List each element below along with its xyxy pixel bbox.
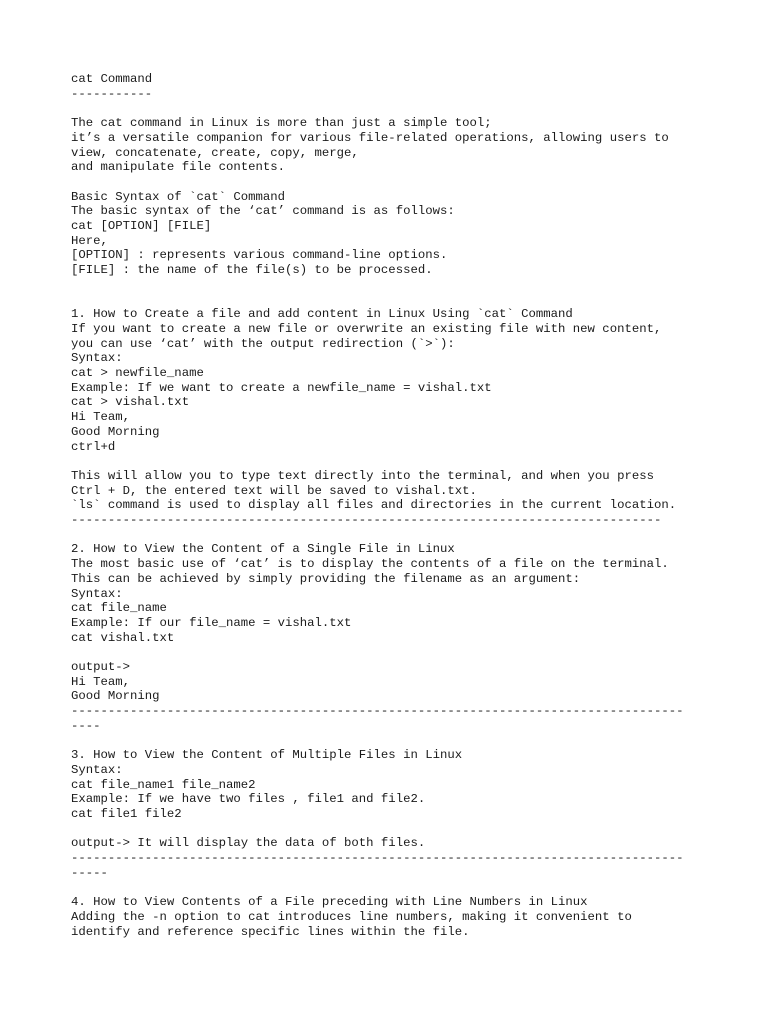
text-line: Ctrl + D, the entered text will be saved to vishal.txt.	[71, 483, 477, 498]
text-line: cat file_name	[71, 601, 167, 616]
text-line: [OPTION] : represents various command-line options.	[71, 248, 448, 263]
text-line: ctrl+d	[71, 439, 116, 454]
text-line: Syntax:	[71, 762, 123, 777]
text-line: The most basic use of ‘cat’ is to display the contents of a file on the terminal.	[71, 557, 669, 572]
text-line: Syntax:	[71, 586, 123, 601]
text-line: Hi Team,	[71, 410, 131, 425]
text-line: The cat command in Linux is more than just a simple tool;	[71, 116, 492, 131]
text-line: -----------------------------------------------------------------------------------	[71, 704, 684, 719]
text-line: view, concatenate, create, copy, merge,	[71, 145, 359, 160]
text-line: you can use ‘cat’ with the output redirection (`>`):	[71, 336, 455, 351]
text-line: Hi Team,	[71, 674, 131, 689]
blank-line	[71, 528, 731, 543]
blank-line	[71, 101, 731, 116]
text-line: cat vishal.txt	[71, 630, 175, 645]
text-line: cat file_name1 file_name2	[71, 777, 256, 792]
text-line: 1. How to Create a file and add content in Linux Using `cat` Command	[71, 307, 573, 322]
text-line: [FILE] : the name of the file(s) to be processed.	[71, 263, 433, 278]
blank-line	[71, 454, 731, 469]
text-line: output-> It will display the data of both files.	[71, 836, 426, 851]
text-line: Good Morning	[71, 689, 160, 704]
text-line: -----	[71, 865, 108, 880]
text-line: `ls` command is used to display all files and directories in the current location.	[71, 498, 677, 513]
text-line: Adding the -n option to cat introduces line numbers, making it convenient to	[71, 909, 632, 924]
text-line: This can be achieved by simply providing the filename as an argument:	[71, 571, 581, 586]
text-line: Here,	[71, 233, 108, 248]
document-body	[71, 72, 731, 939]
blank-line	[71, 822, 731, 837]
blank-line	[71, 175, 731, 190]
text-line: Example: If we have two files , file1 and file2.	[71, 792, 426, 807]
blank-line	[71, 293, 731, 308]
text-line: Syntax:	[71, 351, 123, 366]
text-line: 4. How to View Contents of a File preceding with Line Numbers in Linux	[71, 895, 588, 910]
text-line: -----------------------------------------------------------------------------------	[71, 851, 684, 866]
blank-line	[71, 881, 731, 896]
blank-line	[71, 645, 731, 660]
text-line: Good Morning	[71, 424, 160, 439]
text-line: Example: If we want to create a newfile_name = vishal.txt	[71, 380, 492, 395]
text-line: This will allow you to type text directly into the terminal, and when you press	[71, 468, 654, 483]
text-line: cat file1 file2	[71, 807, 182, 822]
text-line: identify and reference specific lines within the file.	[71, 924, 470, 939]
text-line: cat [OPTION] [FILE]	[71, 219, 212, 233]
text-line: cat > newfile_name	[71, 366, 204, 380]
text-line: ----	[71, 718, 101, 733]
text-line: Example: If our file_name = vishal.txt	[71, 615, 352, 630]
text-line: output->	[71, 660, 131, 675]
text-line: 2. How to View the Content of a Single File in Linux	[71, 542, 455, 557]
text-line: cat > vishal.txt	[71, 395, 190, 410]
text-line: cat Command	[71, 72, 153, 86]
text-line: If you want to create a new file or overwrite an existing file with new content,	[71, 321, 662, 336]
text-line: Basic Syntax of `cat` Command	[71, 189, 286, 204]
text-line: The basic syntax of the ‘cat’ command is as follows:	[71, 204, 455, 219]
text-line: -----------	[71, 86, 153, 101]
text-line: and manipulate file contents.	[71, 160, 286, 175]
text-line: 3. How to View the Content of Multiple Files in Linux	[71, 748, 463, 763]
text-line: --------------------------------------------------------------------------------	[71, 513, 662, 528]
blank-line	[71, 278, 731, 293]
blank-line	[71, 734, 731, 749]
text-line: it’s a versatile companion for various file-related operations, allowing users to	[71, 130, 669, 145]
